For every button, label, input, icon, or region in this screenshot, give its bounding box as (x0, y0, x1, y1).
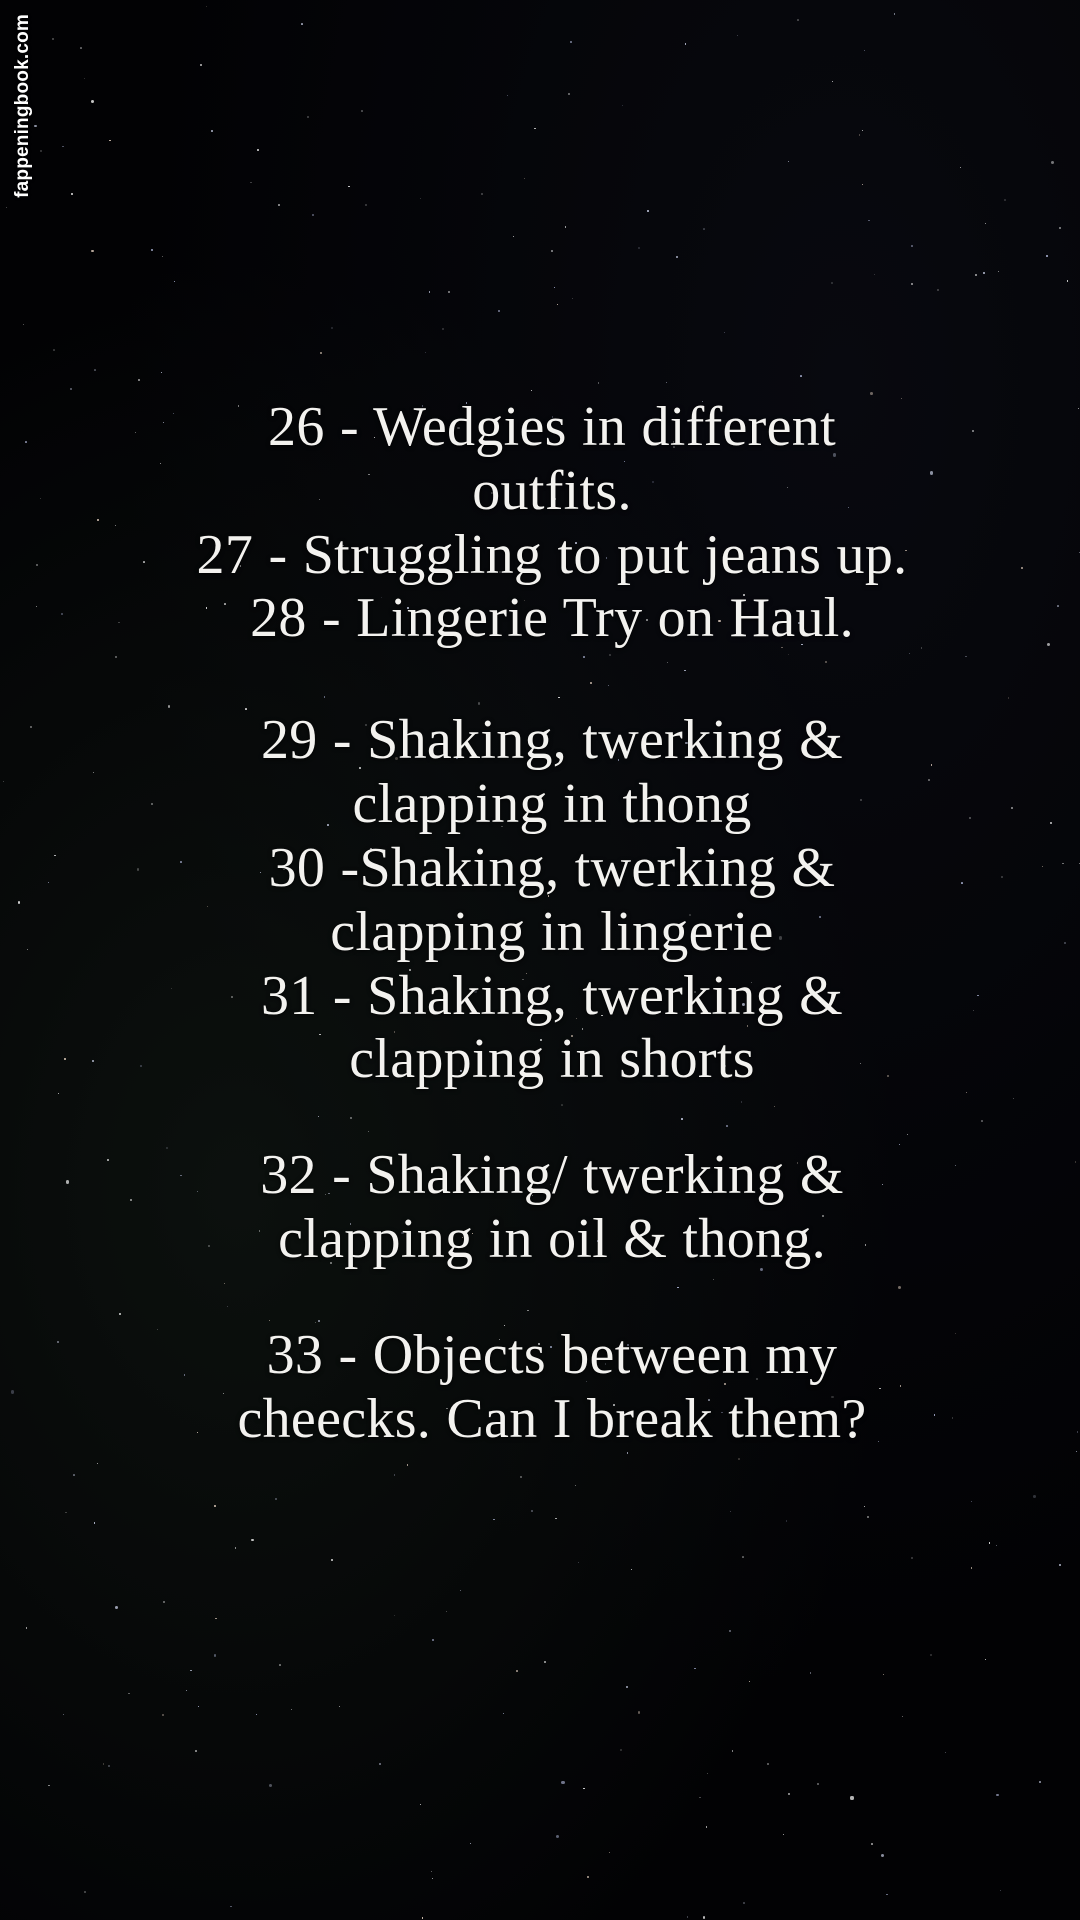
star-dot (432, 1639, 434, 1641)
star-dot (742, 1556, 744, 1558)
star-dot (862, 184, 863, 185)
star-dot (524, 178, 525, 179)
star-dot (52, 38, 54, 40)
star-dot (622, 105, 623, 106)
text-line: clapping in thong (352, 773, 752, 836)
star-dot (200, 64, 202, 66)
star-dot (331, 1559, 334, 1562)
star-dot (91, 100, 94, 103)
star-dot (275, 1498, 277, 1500)
star-dot (80, 47, 82, 49)
star-dot (555, 1518, 557, 1520)
star-dot (1059, 227, 1061, 229)
star-dot (960, 167, 961, 168)
star-dot (257, 149, 259, 151)
star-dot (886, 1894, 887, 1895)
star-dot (108, 1765, 110, 1767)
star-dot (422, 1917, 424, 1919)
star-dot (163, 1601, 164, 1602)
star-dot (666, 382, 668, 384)
star-dot (729, 1630, 731, 1632)
star-dot (544, 1661, 546, 1663)
star-dot (575, 1485, 576, 1486)
star-dot (676, 256, 678, 258)
star-dot (971, 1501, 972, 1502)
star-dot (162, 1714, 164, 1716)
star-dot (516, 1670, 518, 1672)
text-block-2 (58, 709, 1046, 1092)
star-dot (71, 193, 73, 195)
star-dot (627, 1452, 629, 1454)
star-dot (817, 1783, 819, 1785)
star-dot (638, 247, 640, 249)
star-dot (685, 43, 686, 44)
star-dot (583, 1788, 585, 1790)
star-dot (706, 1826, 708, 1828)
block-spacer (58, 651, 1046, 709)
star-dot (894, 13, 896, 15)
star-dot (215, 1618, 217, 1620)
star-dot (279, 1664, 281, 1666)
star-dot (109, 140, 111, 142)
text-line: clapping in lingerie (330, 900, 774, 963)
star-dot (94, 1522, 95, 1523)
star-dot (84, 78, 85, 79)
star-dot (738, 1458, 740, 1460)
star-dot (251, 1539, 254, 1542)
star-dot (767, 1763, 769, 1765)
star-dot (174, 281, 175, 282)
star-dot (551, 250, 553, 252)
star-dot (800, 375, 802, 377)
star-dot (448, 291, 450, 293)
star-dot (620, 1749, 622, 1751)
star-dot (902, 1716, 903, 1717)
star-dot (730, 1511, 731, 1512)
text-line: 28 - Lingerie Try on Haul. (250, 587, 854, 650)
star-dot (432, 1878, 433, 1879)
star-dot (513, 236, 514, 237)
star-dot (269, 1784, 272, 1787)
star-dot (278, 204, 280, 206)
star-dot (235, 1547, 237, 1549)
star-dot (868, 220, 870, 222)
star-dot (870, 392, 873, 395)
star-dot (470, 1843, 471, 1844)
star-dot (361, 110, 363, 112)
star-dot (703, 228, 705, 230)
star-dot (871, 1843, 873, 1845)
star-dot (62, 146, 64, 148)
star-dot (631, 1569, 632, 1570)
star-dot (40, 150, 41, 151)
star-dot (195, 1750, 197, 1752)
star-dot (190, 1670, 192, 1672)
star-dot (138, 379, 140, 381)
star-dot (151, 249, 152, 250)
star-dot (554, 287, 555, 288)
star-dot (703, 1916, 705, 1918)
star-dot (214, 1505, 216, 1507)
star-dot (945, 1752, 947, 1754)
star-dot (862, 130, 863, 131)
text-block-3 (58, 1144, 1046, 1272)
star-dot (70, 388, 72, 390)
star-dot (65, 1512, 66, 1513)
text-block-4 (58, 1324, 1046, 1452)
text-line: cheecks. Can I break them? (237, 1387, 867, 1450)
star-dot (339, 1706, 340, 1707)
star-dot (307, 116, 309, 118)
star-dot (864, 50, 866, 52)
star-dot (983, 272, 985, 274)
star-dot (531, 1510, 533, 1512)
star-dot (996, 1545, 998, 1547)
star-dot (407, 1464, 408, 1465)
star-dot (446, 1611, 447, 1612)
star-dot (431, 1871, 433, 1873)
star-dot (557, 304, 558, 305)
star-dot (1000, 1890, 1002, 1892)
text-line: 29 - Shaking, twerking & (260, 709, 844, 772)
menu-list (0, 396, 1080, 1452)
star-dot (810, 1672, 812, 1674)
star-dot (301, 23, 303, 25)
text-line: 33 - Objects between my (266, 1323, 838, 1386)
star-dot (859, 134, 861, 136)
block-spacer (58, 1092, 1046, 1144)
text-line: 27 - Struggling to put jeans up. (196, 523, 908, 586)
star-dot (348, 186, 350, 188)
star-dot (975, 274, 977, 276)
star-dot (53, 349, 55, 351)
star-dot (743, 1902, 745, 1904)
star-dot (732, 1750, 733, 1751)
star-dot (320, 352, 322, 354)
star-dot (1051, 161, 1054, 164)
star-dot (783, 1834, 784, 1835)
star-dot (707, 1773, 708, 1774)
star-dot (442, 328, 444, 330)
star-dot (531, 390, 533, 392)
watermark (6, 14, 40, 234)
text-line: clapping in shorts (349, 1028, 755, 1091)
star-dot (1033, 1495, 1036, 1498)
text-line: 30 -Shaking, twerking & (268, 836, 836, 899)
star-dot (911, 1557, 913, 1559)
star-dot (186, 1690, 187, 1691)
star-dot (481, 193, 482, 194)
star-dot (331, 327, 333, 329)
star-dot (91, 250, 94, 253)
star-dot (874, 274, 875, 275)
star-dot (786, 1520, 788, 1522)
watermark-label: fappeningbook.com (12, 14, 33, 198)
star-dot (115, 1606, 118, 1609)
star-dot (883, 1674, 884, 1675)
star-dot (23, 324, 24, 325)
star-dot (498, 310, 500, 312)
star-dot (578, 1562, 579, 1563)
star-dot (561, 1781, 564, 1784)
star-dot (1067, 280, 1068, 281)
star-dot (84, 1891, 86, 1893)
star-dot (425, 352, 426, 353)
star-dot (214, 1654, 216, 1656)
text-line: clapping in oil & thong. (278, 1208, 826, 1271)
star-dot (1046, 255, 1048, 257)
star-dot (832, 81, 833, 82)
block-spacer (58, 1272, 1046, 1324)
star-dot (989, 1542, 991, 1544)
text-block-1 (58, 396, 1046, 651)
star-dot (985, 1659, 986, 1660)
star-dot (609, 1852, 610, 1853)
star-dot (394, 1615, 395, 1616)
star-dot (162, 256, 163, 257)
star-dot (864, 1506, 865, 1507)
star-dot (570, 41, 572, 43)
star-dot (797, 19, 799, 21)
star-dot (598, 382, 600, 384)
star-dot (94, 369, 96, 371)
star-dot (161, 372, 163, 374)
star-dot (365, 204, 367, 206)
star-dot (460, 1590, 461, 1591)
star-dot (911, 245, 913, 247)
star-dot (911, 283, 913, 285)
star-dot (831, 282, 833, 284)
star-dot (420, 198, 421, 199)
star-dot (971, 1567, 972, 1568)
star-dot (638, 1711, 640, 1713)
star-dot (694, 1668, 696, 1670)
star-dot (103, 1763, 105, 1765)
star-dot (556, 1835, 559, 1838)
star-dot (788, 161, 789, 162)
star-dot (507, 95, 508, 96)
star-dot (647, 210, 649, 212)
star-dot (996, 1794, 998, 1796)
star-dot (211, 130, 213, 132)
star-dot (291, 1709, 292, 1710)
star-dot (520, 1476, 522, 1478)
star-dot (26, 1627, 27, 1628)
star-dot (312, 214, 314, 216)
star-dot (394, 1474, 395, 1475)
star-dot (198, 1706, 199, 1707)
star-dot (881, 1854, 884, 1857)
text-line: 32 - Shaking/ twerking & (260, 1144, 844, 1207)
star-dot (572, 298, 573, 299)
star-dot (97, 1463, 98, 1464)
star-dot (626, 1686, 628, 1688)
star-dot (1039, 1781, 1041, 1783)
star-dot (256, 1714, 257, 1715)
star-dot (937, 289, 939, 291)
star-dot (429, 291, 430, 292)
star-dot (250, 182, 252, 184)
star-dot (930, 1654, 932, 1656)
star-dot (587, 1876, 589, 1878)
star-dot (128, 1693, 130, 1695)
text-line: 26 - Wedgies in different (268, 396, 836, 458)
star-dot (749, 1681, 750, 1682)
star-dot (503, 1713, 504, 1714)
star-dot (420, 1804, 421, 1805)
star-dot (230, 1906, 231, 1907)
star-dot (73, 1474, 75, 1476)
star-dot (48, 1785, 49, 1786)
star-dot (737, 35, 738, 36)
text-line: outfits. (472, 459, 632, 522)
star-dot (699, 1797, 701, 1799)
star-dot (998, 271, 999, 272)
star-dot (493, 1519, 495, 1521)
star-dot (206, 6, 207, 7)
star-dot (985, 223, 986, 224)
text-line: 31 - Shaking, twerking & (260, 964, 844, 1027)
star-dot (534, 128, 536, 130)
star-dot (568, 93, 569, 94)
star-dot (565, 226, 567, 228)
star-dot (1004, 199, 1006, 201)
star-dot (379, 1763, 381, 1765)
star-dot (687, 1916, 689, 1918)
star-dot (867, 1516, 869, 1518)
star-dot (63, 1714, 64, 1715)
star-dot (724, 332, 725, 333)
star-dot (1059, 1564, 1061, 1566)
star-dot (850, 1796, 853, 1799)
star-dot (788, 1793, 789, 1794)
